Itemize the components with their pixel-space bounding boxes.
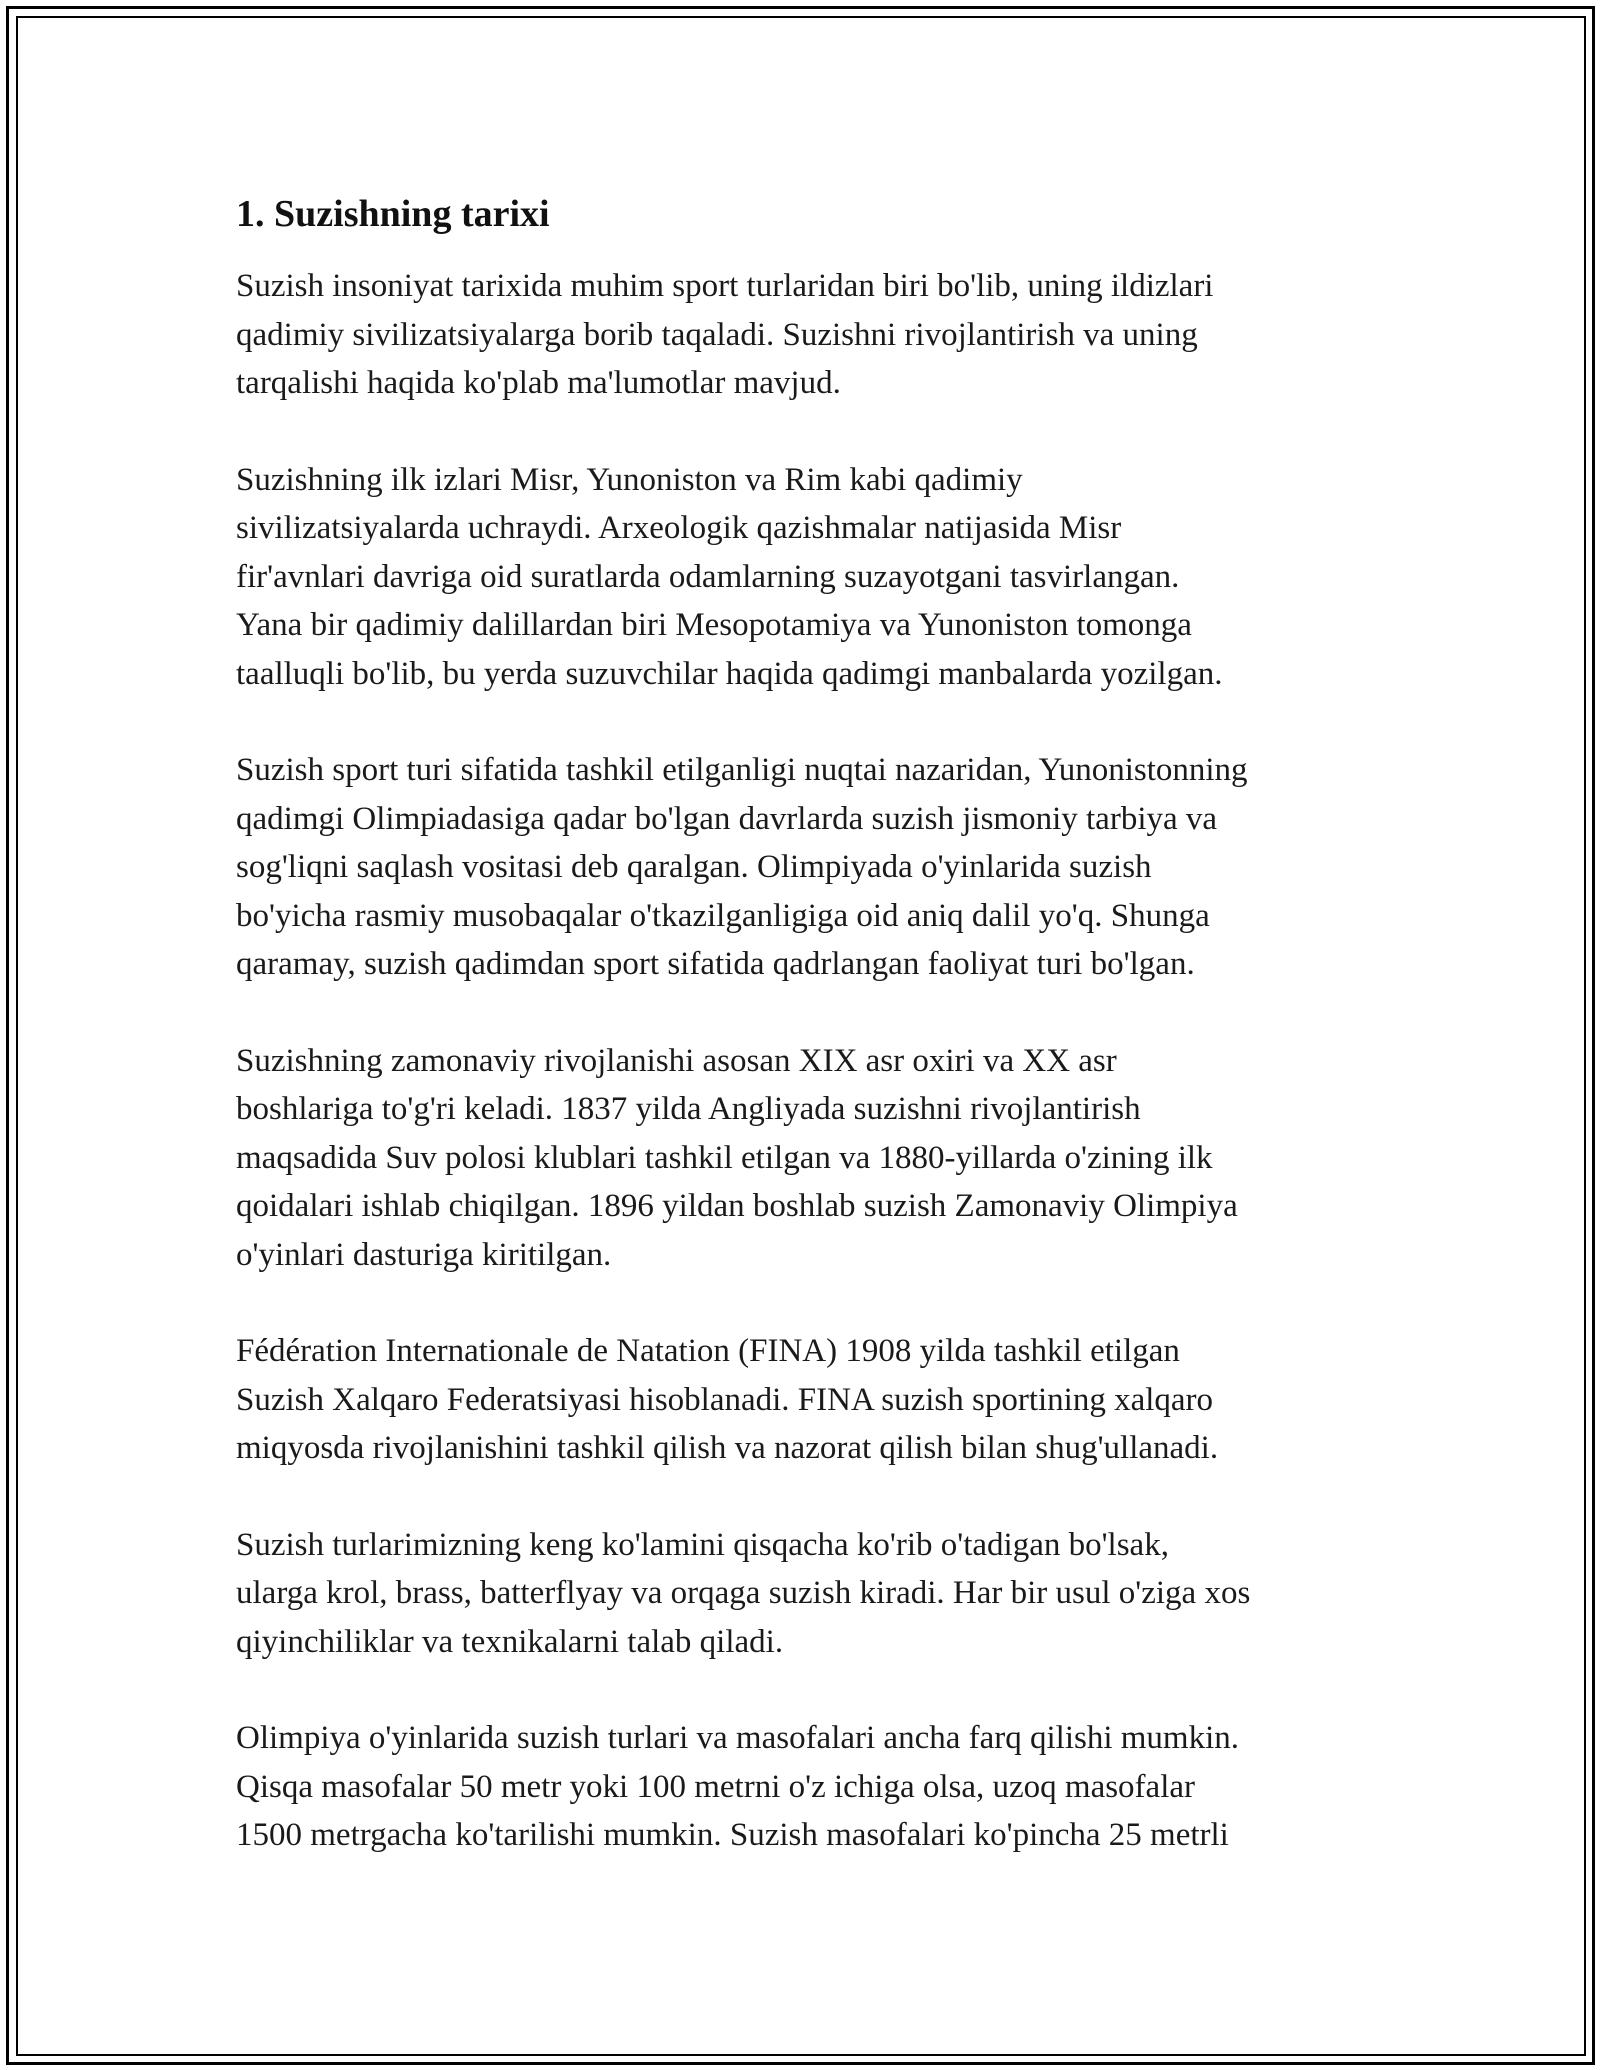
text-line: Fédération Internationale de Natation (FINA) 1908 yilda tashkil etilgan <box>236 1333 1180 1369</box>
section-heading: 1. Suzishning tarixi <box>236 193 550 235</box>
text-line: o'yinlari dasturiga kiritilgan. <box>236 1236 612 1273</box>
text-line: sivilizatsiyalarda uchraydi. Arxeologik qazishmalar natijasida Misr <box>236 510 1122 546</box>
text-line: qadimgi Olimpiadasiga qadar bo'lgan davrlarda suzish jismoniy tarbiya va <box>236 800 1218 837</box>
text-line: qadimiy sivilizatsiyalarga borib taqaladi. Suzishni rivojlantirish va uning <box>236 316 1198 353</box>
text-line: bo'yicha rasmiy musobaqalar o'tkazilganligiga oid aniq dalil yo'q. Shunga <box>236 897 1210 934</box>
text-line: Qisqa masofalar 50 metr yoki 100 metrni o'z ichiga olsa, uzoq masofalar <box>236 1768 1195 1805</box>
text-line: Suzishning ilk izlari Misr, Yunoniston va Rim kabi qadimiy <box>236 461 1023 498</box>
text-line: Suzish Xalqaro Federatsiyasi hisoblanadi. FINA suzish sportining xalqaro <box>236 1381 1214 1418</box>
paragraph-7 <box>236 1714 1376 1860</box>
text-line: Olimpiya o'yinlarida suzish turlari va masofalari ancha farq qilishi mumkin. <box>236 1720 1240 1756</box>
paragraph-4 <box>236 1037 1376 1280</box>
text-line: taalluqli bo'lib, bu yerda suzuvchilar haqida qadimgi manbalarda yozilgan. <box>236 655 1223 692</box>
text-line: ularga krol, brass, batterflyay va orqaga suzish kiradi. Har bir usul o'ziga xos <box>236 1575 1251 1611</box>
paragraph-6 <box>236 1521 1376 1667</box>
paragraph-2 <box>236 456 1376 699</box>
text-line: boshlariga to'g'ri keladi. 1837 yilda Angliyada suzishni rivojlantirish <box>236 1091 1141 1127</box>
text-line: sog'liqni saqlash vositasi deb qaralgan. Olimpiyada o'yinlarida suzish <box>236 849 1152 885</box>
text-line: qiyinchiliklar va texnikalarni talab qiladi. <box>236 1623 784 1660</box>
text-line: fir'avnlari davriga oid suratlarda odamlarning suzayotgani tasvirlangan. <box>236 558 1180 595</box>
document-body <box>236 186 1376 1908</box>
text-line: Suzish sport turi sifatida tashkil etilganligi nuqtai nazaridan, Yunonistonning <box>236 752 1248 788</box>
paragraph-1 <box>236 262 1376 408</box>
paragraph-3 <box>236 746 1376 989</box>
text-line: Suzish turlarimizning keng ko'lamini qisqacha ko'rib o'tadigan bo'lsak, <box>236 1526 1169 1563</box>
text-line: Suzishning zamonaviy rivojlanishi asosan XIX asr oxiri va XX asr <box>236 1042 1117 1079</box>
text-line: qoidalari ishlab chiqilgan. 1896 yildan boshlab suzish Zamonaviy Olimpiya <box>236 1188 1238 1224</box>
paragraph-5 <box>236 1327 1376 1473</box>
text-line: tarqalishi haqida ko'plab ma'lumotlar mavjud. <box>236 365 841 401</box>
text-line: qaramay, suzish qadimdan sport sifatida qadrlangan faoliyat turi bo'lgan. <box>236 946 1195 982</box>
text-line: 1500 metrgacha ko'tarilishi mumkin. Suzish masofalari ko'pincha 25 metrli <box>236 1817 1229 1853</box>
text-line: Suzish insoniyat tarixida muhim sport turlaridan biri bo'lib, uning ildizlari <box>236 268 1214 304</box>
text-line: miqyosda rivojlanishini tashkil qilish va nazorat qilish bilan shug'ullanadi. <box>236 1430 1219 1466</box>
text-line: Yana bir qadimiy dalillardan biri Mesopotamiya va Yunoniston tomonga <box>236 607 1192 643</box>
text-line: maqsadida Suv polosi klublari tashkil etilgan va 1880-yillarda o'zining ilk <box>236 1139 1213 1176</box>
